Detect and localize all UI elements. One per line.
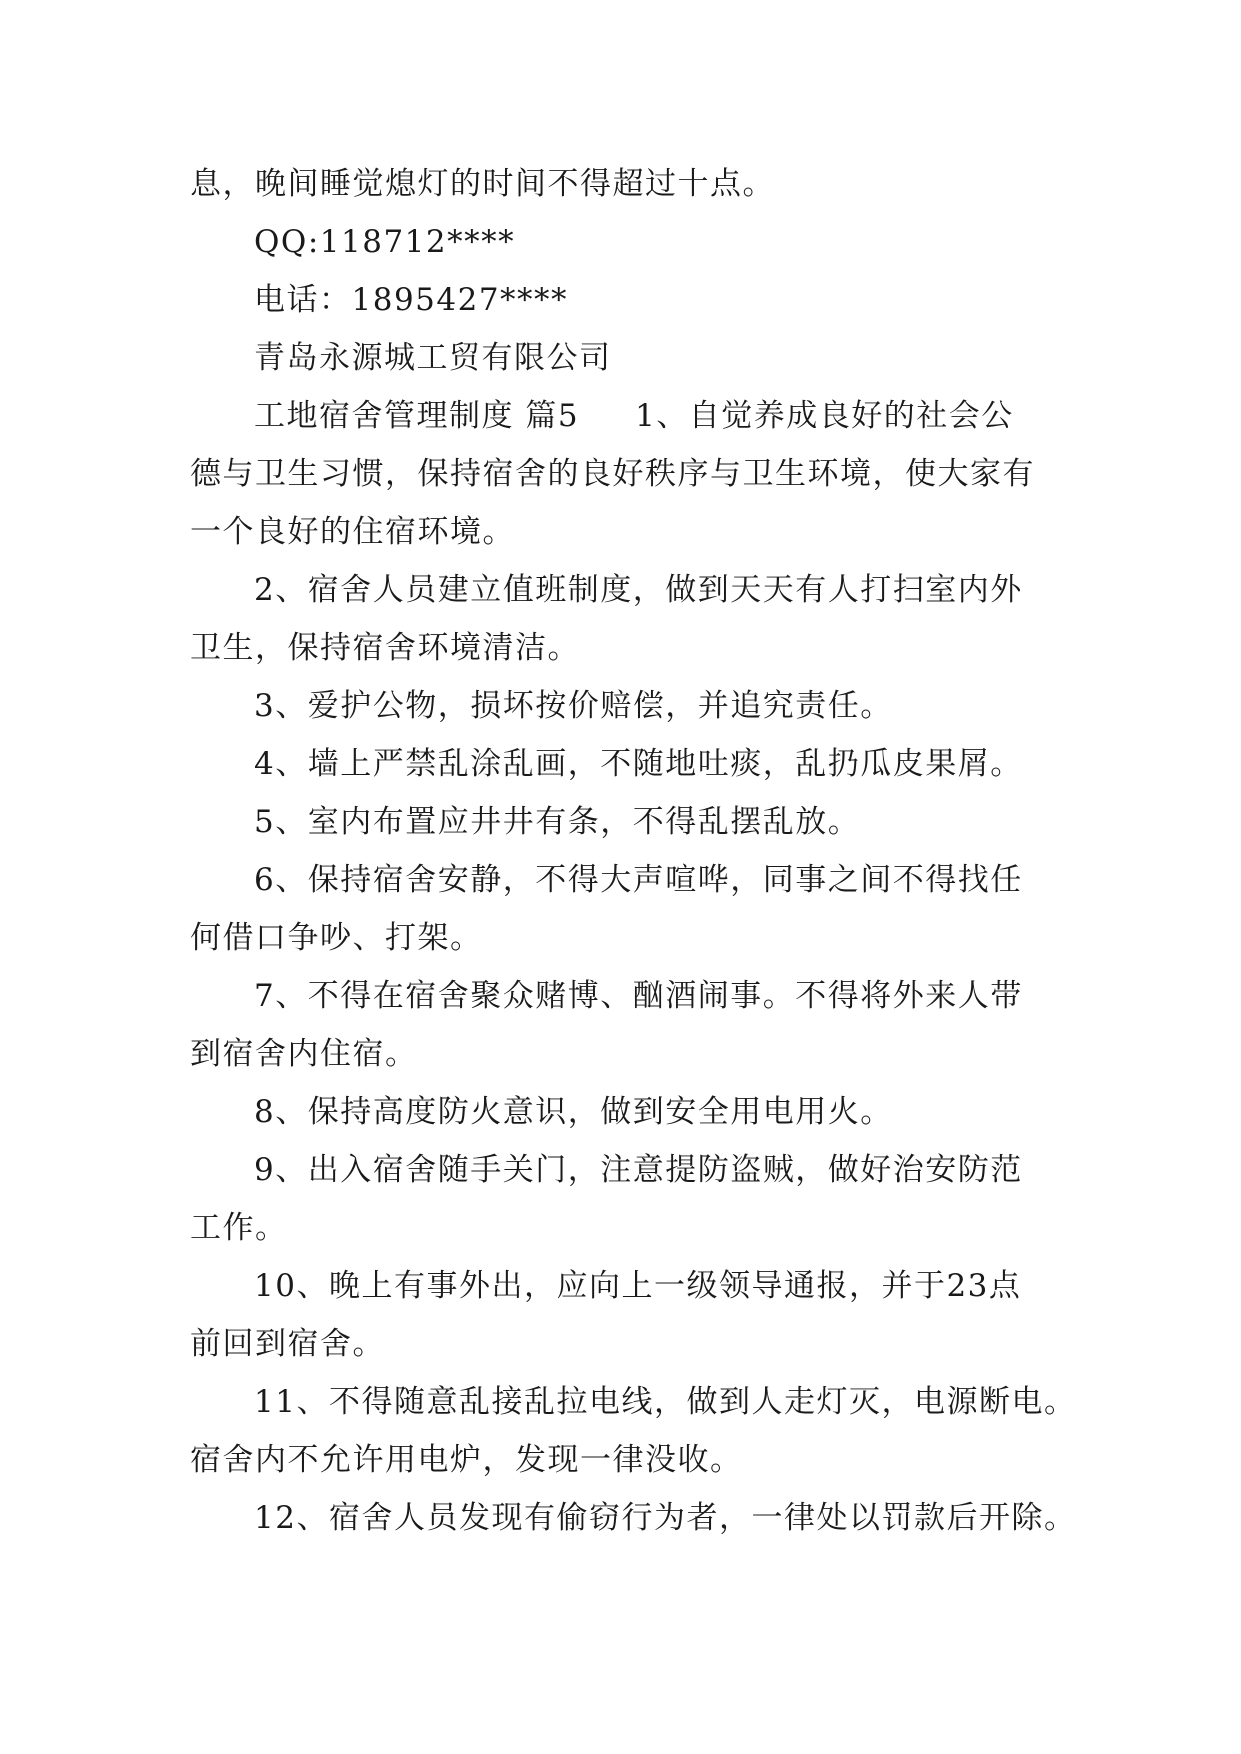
text-line: 德与卫生习惯，保持宿舍的良好秩序与卫生环境，使大家有: [190, 456, 1035, 492]
text-line: 何借口争吵、打架。: [190, 920, 483, 956]
rule-line: 3、爱护公物，损坏按价赔偿，并追究责任。: [254, 688, 893, 724]
text-line: 宿舍内不允许用电炉，发现一律没收。: [190, 1442, 743, 1478]
section-title: 工地宿舍管理制度 篇5: [254, 398, 580, 434]
qq-contact-line: QQ:118712****: [254, 224, 516, 260]
text-line: 到宿舍内住宿。: [190, 1036, 418, 1072]
section-first-rule: 1、自觉养成良好的社会公: [635, 398, 1014, 434]
rule-line: 5、室内布置应井井有条，不得乱摆乱放。: [254, 804, 861, 840]
text-line: 息，晚间睡觉熄灯的时间不得超过十点。: [190, 166, 775, 202]
rule-line: 4、墙上严禁乱涂乱画，不随地吐痰，乱扔瓜皮果屑。: [254, 746, 1023, 782]
document-body: [190, 155, 1077, 1547]
rule-line: 11、不得随意乱接乱拉电线，做到人走灯灭，电源断电。: [254, 1384, 1077, 1420]
rule-line: 8、保持高度防火意识，做到安全用电用火。: [254, 1094, 893, 1130]
rule-line: 12、宿舍人员发现有偷窃行为者，一律处以罚款后开除。: [254, 1500, 1077, 1536]
company-name-line: 青岛永源城工贸有限公司: [254, 340, 612, 376]
rule-line: 6、保持宿舍安静，不得大声喧哗，同事之间不得找任: [254, 862, 1023, 898]
phone-contact-line: 电话：1895427****: [254, 282, 569, 318]
text-line: 前回到宿舍。: [190, 1326, 385, 1362]
text-line: 卫生，保持宿舍环境清洁。: [190, 630, 580, 666]
rule-line: 2、宿舍人员建立值班制度，做到天天有人打扫室内外: [254, 572, 1023, 608]
rule-line: 7、不得在宿舍聚众赌博、酗酒闹事。不得将外来人带: [254, 978, 1023, 1014]
rule-line: 9、出入宿舍随手关门，注意提防盗贼，做好治安防范: [254, 1152, 1023, 1188]
section-heading-line: [190, 387, 1052, 445]
text-line: 工作。: [190, 1210, 288, 1246]
text-line: 一个良好的住宿环境。: [190, 514, 515, 550]
rule-line: 10、晚上有事外出，应向上一级领导通报，并于23点: [254, 1268, 1022, 1304]
